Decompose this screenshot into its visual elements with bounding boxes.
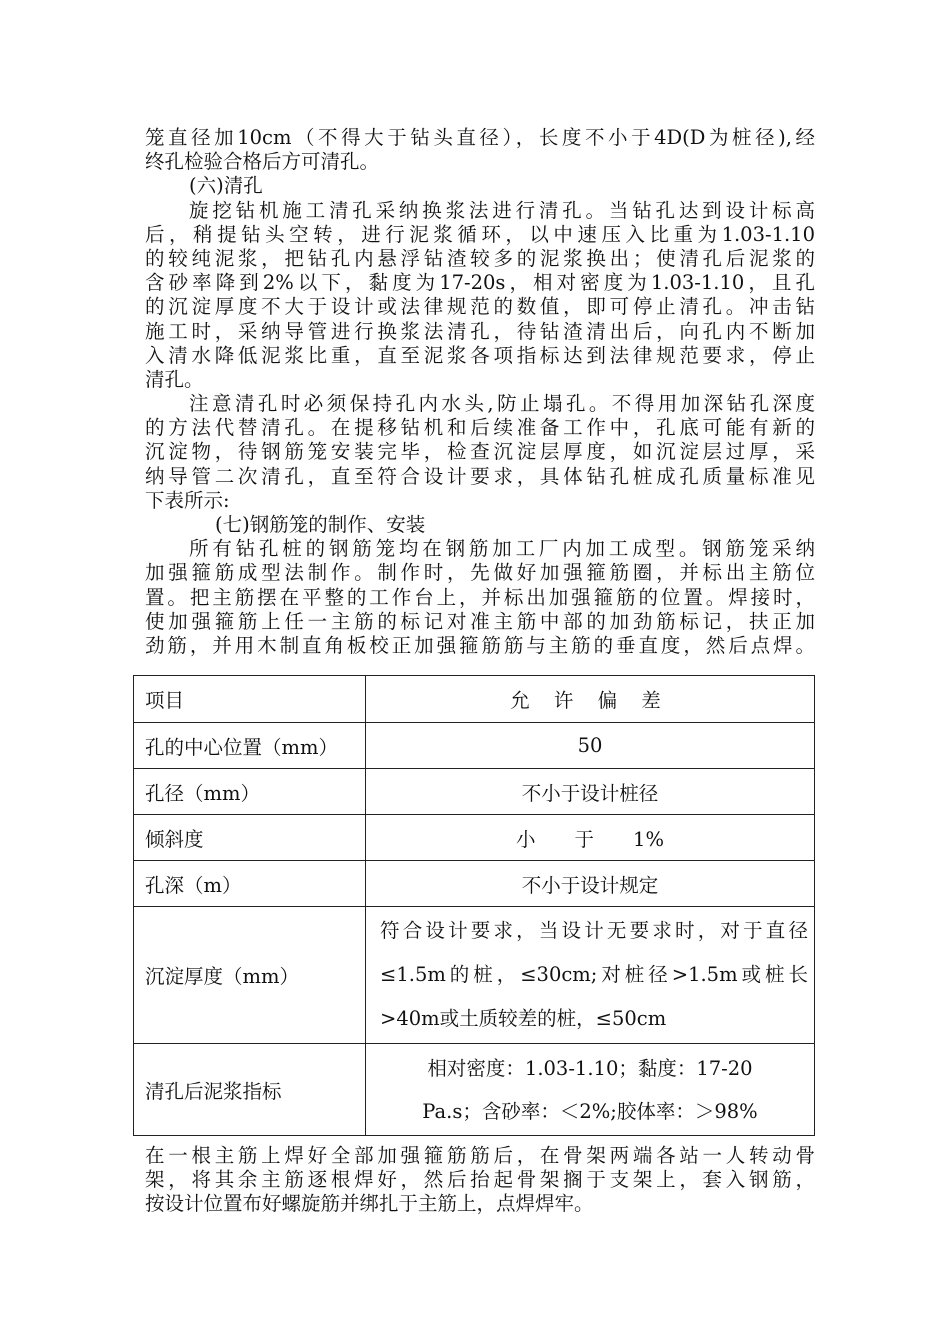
header-item: 项目 [134, 676, 366, 723]
tolerance-line: 相对密度：1.03-1.10；黏度：17-20 [427, 1056, 753, 1080]
upper-text-block [145, 126, 815, 658]
table-row [134, 815, 815, 861]
text-line: 笼直径加10cm（不得大于钻头直径），长度不小于4D(D为桩径),经 [145, 126, 815, 149]
text-line: 施工时，采纳导管进行换浆法清孔，待钻渣清出后，向孔内不断加 [145, 319, 815, 343]
tolerance-line: 符合设计要求，当设计无要求时，对于直径 [380, 919, 808, 942]
section-heading: (六)清孔 [189, 174, 263, 198]
text-line: 按设计位置布好螺旋筋并绑扎于主筋上，点焊焊牢。 [145, 1192, 594, 1216]
closing-text-block [145, 1144, 815, 1217]
row-item: 孔的中心位置（mm） [134, 723, 366, 769]
text-line: 架，将其余主筋逐根焊好，然后抬起骨架搁于支架上，套入钢筋， [145, 1168, 815, 1192]
text-line: 含砂率降到2%以下，黏度为17-20s，相对密度为1.03-1.10，且孔 [145, 271, 815, 295]
text-line: 的沉淀厚度不大于设计或法律规范的数值，即可停止清孔。冲击钻 [145, 295, 815, 319]
text-line: 终孔检验合格后方可清孔。 [145, 150, 380, 174]
header-tolerance: 允 许 偏 差 [366, 676, 815, 723]
row-item: 孔径（mm） [134, 769, 366, 815]
table-header-row [134, 676, 815, 723]
text-line: 的方法代替清孔。在提移钻机和后续准备工作中，孔底可能有新的 [145, 416, 815, 440]
text-line: 的较纯泥浆，把钻孔内悬浮钻渣较多的泥浆换出；使清孔后泥浆的 [145, 246, 815, 270]
row-item: 孔深（m） [134, 861, 366, 907]
row-tolerance [366, 1044, 815, 1136]
table-row [134, 907, 815, 1044]
tolerance-line: >40m或土质较差的桩，≤50cm [380, 1007, 667, 1030]
row-tolerance: 不小于设计规定 [366, 861, 815, 907]
row-tolerance: 小 于 1% [366, 815, 815, 861]
table-row [134, 861, 815, 907]
text-line: 沉淀物，待钢筋笼安装完毕，检查沉淀层厚度，如沉淀层过厚，采 [145, 440, 815, 464]
row-tolerance [366, 907, 815, 1044]
table-row [134, 1044, 815, 1136]
row-item: 清孔后泥浆指标 [134, 1044, 366, 1136]
hole-quality-table [133, 675, 815, 1136]
text-line: 清孔。 [145, 367, 204, 391]
tolerance-line: Pa.s；含砂率：＜2%;胶体率：＞98% [422, 1099, 758, 1123]
text-line: 在一根主筋上焊好全部加强箍筋筋后，在骨架两端各站一人转动骨 [145, 1144, 815, 1167]
text-line: 纳导管二次清孔，直至符合设计要求，具体钻孔桩成孔质量标准见 [145, 464, 815, 488]
text-line: 注意清孔时必须保持孔内水头,防止塌孔。不得用加深钻孔深度 [189, 392, 815, 416]
text-line: 旋挖钻机施工清孔采纳换浆法进行清孔。当钻孔达到设计标高 [189, 198, 815, 222]
tolerance-line: ≤1.5m的桩，≤30cm;对桩径>1.5m或桩长 [380, 963, 808, 986]
section-heading: (七)钢筋笼的制作、安装 [215, 513, 426, 536]
text-line: 劲筋，并用木制直角板校正加强箍筋筋与主筋的垂直度，然后点焊。 [145, 633, 815, 657]
row-tolerance: 不小于设计桩径 [366, 769, 815, 815]
text-line: 下表所示: [145, 488, 230, 512]
table-row [134, 723, 815, 769]
row-tolerance: 50 [366, 723, 815, 769]
text-line: 所有钻孔桩的钢筋笼均在钢筋加工厂内加工成型。钢筋笼采纳 [189, 537, 815, 561]
row-item: 沉淀厚度（mm） [134, 907, 366, 1044]
text-line: 后，稍提钻头空转，进行泥浆循环，以中速压入比重为1.03-1.10 [145, 222, 815, 246]
row-item: 倾斜度 [134, 815, 366, 861]
table-row [134, 769, 815, 815]
text-line: 使加强箍筋上任一主筋的标记对准主筋中部的加劲筋标记，扶正加 [145, 609, 815, 633]
text-line: 置。把主筋摆在平整的工作台上，并标出加强箍筋的位置。焊接时， [145, 585, 815, 609]
text-line: 入清水降低泥浆比重，直至泥浆各项指标达到法律规范要求，停止 [145, 343, 815, 367]
text-line: 加强箍筋成型法制作。制作时，先做好加强箍筋圈，并标出主筋位 [145, 561, 815, 585]
